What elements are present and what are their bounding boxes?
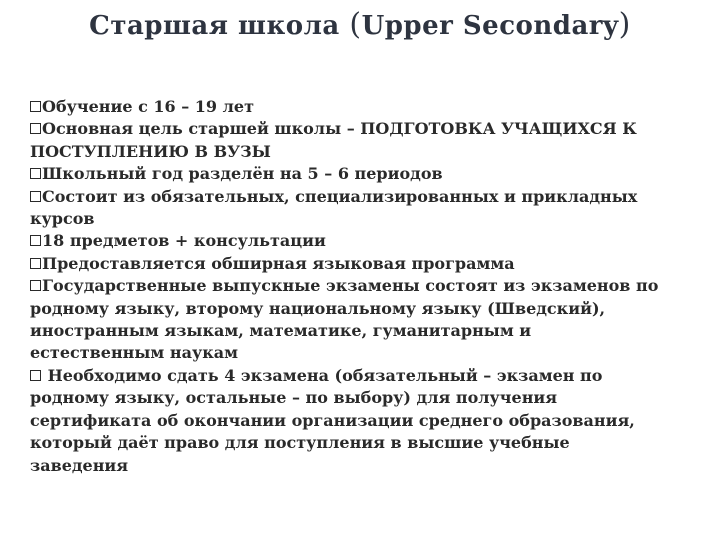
item-line: ПОСТУПЛЕНИЮ В ВУЗЫ: [30, 141, 271, 161]
title-en: Upper Secondary: [361, 11, 619, 41]
slide-title: [0, 8, 720, 43]
square-bullet-icon: [30, 168, 41, 179]
list-item: [30, 186, 720, 231]
square-bullet-icon: [30, 101, 41, 112]
bullet-list: [30, 96, 720, 477]
square-bullet-icon: [30, 191, 41, 202]
item-line: Состоит из обязательных, специализированных и прикладных: [42, 186, 638, 206]
title-ru: Старшая школа: [89, 11, 340, 41]
item-line: курсов: [30, 209, 95, 229]
item-line: родному языку, остальные – по выбору) для получения: [30, 388, 558, 408]
square-bullet-icon: [30, 123, 41, 134]
list-item: [30, 253, 720, 275]
list-item: [30, 365, 720, 477]
square-bullet-icon: [30, 280, 41, 291]
list-item: [30, 163, 720, 185]
item-line: родному языку, второму национальному языку (Шведский),: [30, 298, 606, 318]
item-line: Предоставляется обширная языковая программа: [42, 253, 515, 273]
item-line: сертификата об окончании организации среднего образования,: [30, 410, 635, 430]
item-line: который даёт право для поступления в высшие учебные: [30, 433, 570, 453]
item-line: Школьный год разделён на 5 – 6 периодов: [42, 164, 443, 184]
title-open-paren: (: [349, 7, 362, 42]
square-bullet-icon: [30, 370, 41, 381]
item-line: 18 предметов + консультации: [42, 231, 326, 251]
item-line: естественным наукам: [30, 343, 239, 363]
list-item: [30, 275, 720, 365]
list-item: [30, 118, 720, 163]
item-line: иностранным языкам, математике, гуманитарным и: [30, 321, 532, 341]
item-line: Основная цель старшей школы – ПОДГОТОВКА УЧАЩИХСЯ К: [42, 119, 637, 139]
title-close-paren: ): [618, 7, 631, 42]
item-line: заведения: [30, 455, 129, 475]
square-bullet-icon: [30, 235, 41, 246]
item-line: Необходимо сдать 4 экзамена (обязательный – экзамен по: [42, 365, 603, 385]
square-bullet-icon: [30, 258, 41, 269]
item-line: Государственные выпускные экзамены состоят из экзаменов по: [42, 276, 659, 296]
list-item: [30, 230, 720, 252]
item-line: Обучение с 16 – 19 лет: [42, 97, 254, 116]
list-item: [30, 96, 720, 118]
